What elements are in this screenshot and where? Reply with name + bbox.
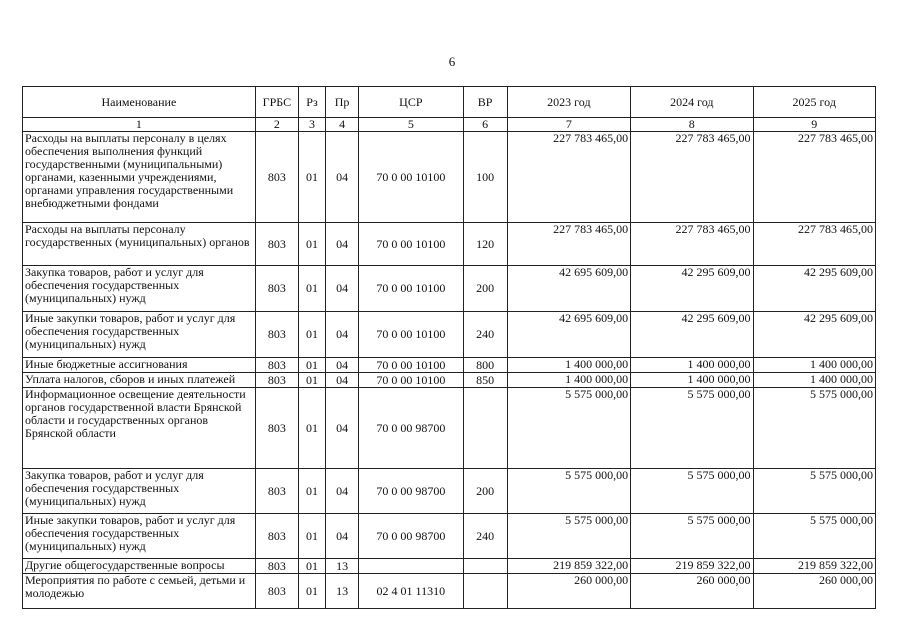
row-rz: 01 [298,312,325,358]
row-amount-2025: 5 575 000,00 [753,514,876,559]
table-row [23,469,876,514]
column-number: 9 [753,118,876,132]
table-row [23,266,876,312]
row-csr: 70 0 00 10100 [359,373,463,388]
header-2023: 2023 год [507,87,630,118]
row-amount-2024: 5 575 000,00 [631,514,753,559]
row-amount-2025: 260 000,00 [753,574,876,609]
row-amount-2025: 1 400 000,00 [753,358,876,373]
row-amount-2023: 227 783 465,00 [507,223,630,266]
row-amount-2024: 227 783 465,00 [631,132,753,223]
row-amount-2023: 1 400 000,00 [507,358,630,373]
row-name: Другие общегосударственные вопросы [23,559,256,574]
column-number: 4 [326,118,359,132]
row-grbs: 803 [255,223,298,266]
header-csr: ЦСР [359,87,463,118]
row-vr: 850 [463,373,507,388]
column-number: 6 [463,118,507,132]
row-name: Иные бюджетные ассигнования [23,358,256,373]
row-pr: 04 [326,358,359,373]
row-rz: 01 [298,266,325,312]
row-rz: 01 [298,559,325,574]
row-amount-2024: 5 575 000,00 [631,469,753,514]
row-rz: 01 [298,358,325,373]
row-rz: 01 [298,373,325,388]
row-csr: 70 0 00 10100 [359,312,463,358]
row-amount-2023: 1 400 000,00 [507,373,630,388]
header-name: Наименование [23,87,256,118]
row-amount-2024: 227 783 465,00 [631,223,753,266]
row-vr [463,574,507,609]
header-grbs: ГРБС [255,87,298,118]
row-amount-2025: 1 400 000,00 [753,373,876,388]
row-pr: 04 [326,266,359,312]
row-grbs: 803 [255,469,298,514]
row-grbs: 803 [255,312,298,358]
row-grbs: 803 [255,559,298,574]
row-amount-2023: 227 783 465,00 [507,132,630,223]
column-number: 2 [255,118,298,132]
row-grbs: 803 [255,132,298,223]
row-name: Расходы на выплаты персоналу в целях обеспечения выполнения функций государственными (муниципальными) органами, казенными учреждениями, органами управления государственными внебюджетными фондами [23,132,256,223]
column-number: 7 [507,118,630,132]
row-vr [463,388,507,469]
row-csr: 70 0 00 10100 [359,223,463,266]
row-pr: 04 [326,388,359,469]
row-grbs: 803 [255,388,298,469]
row-rz: 01 [298,514,325,559]
row-name: Иные закупки товаров, работ и услуг для обеспечения государственных (муниципальных) нужд [23,514,256,559]
column-number: 1 [23,118,256,132]
row-amount-2025: 227 783 465,00 [753,223,876,266]
row-name: Мероприятия по работе с семьей, детьми и молодежью [23,574,256,609]
table-row [23,358,876,373]
row-csr: 02 4 01 11310 [359,574,463,609]
row-csr: 70 0 00 10100 [359,358,463,373]
row-vr: 200 [463,266,507,312]
row-amount-2025: 5 575 000,00 [753,388,876,469]
row-rz: 01 [298,469,325,514]
row-amount-2023: 5 575 000,00 [507,469,630,514]
row-name: Иные закупки товаров, работ и услуг для обеспечения государственных (муниципальных) нужд [23,312,256,358]
header-2025: 2025 год [753,87,876,118]
table-row [23,373,876,388]
row-vr: 100 [463,132,507,223]
table-row [23,574,876,609]
row-csr: 70 0 00 98700 [359,469,463,514]
header-row [23,87,876,118]
row-csr: 70 0 00 10100 [359,266,463,312]
row-amount-2023: 5 575 000,00 [507,514,630,559]
row-grbs: 803 [255,373,298,388]
row-name: Расходы на выплаты персоналу государственных (муниципальных) органов [23,223,256,266]
row-vr: 120 [463,223,507,266]
row-name: Уплата налогов, сборов и иных платежей [23,373,256,388]
budget-table [22,86,876,609]
table-row [23,223,876,266]
table-row [23,514,876,559]
row-pr: 04 [326,223,359,266]
row-grbs: 803 [255,574,298,609]
page-number: 6 [448,54,456,69]
row-amount-2024: 1 400 000,00 [631,373,753,388]
row-pr: 04 [326,312,359,358]
column-number: 3 [298,118,325,132]
row-amount-2023: 5 575 000,00 [507,388,630,469]
row-vr: 200 [463,469,507,514]
row-amount-2025: 227 783 465,00 [753,132,876,223]
row-vr: 800 [463,358,507,373]
row-pr: 04 [326,373,359,388]
column-number-row [23,118,876,132]
column-number: 5 [359,118,463,132]
table-row [23,559,876,574]
row-pr: 13 [326,559,359,574]
table-row [23,312,876,358]
row-amount-2023: 219 859 322,00 [507,559,630,574]
row-amount-2025: 42 295 609,00 [753,312,876,358]
row-rz: 01 [298,574,325,609]
row-grbs: 803 [255,266,298,312]
row-amount-2024: 5 575 000,00 [631,388,753,469]
row-amount-2023: 42 695 609,00 [507,312,630,358]
row-amount-2024: 42 295 609,00 [631,266,753,312]
header-rz: Рз [298,87,325,118]
row-name: Закупка товаров, работ и услуг для обеспечения государственных (муниципальных) нужд [23,266,256,312]
header-vr: ВР [463,87,507,118]
row-pr: 13 [326,574,359,609]
table-row [23,132,876,223]
row-amount-2024: 219 859 322,00 [631,559,753,574]
row-csr: 70 0 00 98700 [359,388,463,469]
row-csr [359,559,463,574]
row-rz: 01 [298,388,325,469]
row-rz: 01 [298,223,325,266]
row-csr: 70 0 00 10100 [359,132,463,223]
row-pr: 04 [326,514,359,559]
row-amount-2023: 260 000,00 [507,574,630,609]
row-amount-2025: 219 859 322,00 [753,559,876,574]
row-vr: 240 [463,312,507,358]
row-amount-2025: 5 575 000,00 [753,469,876,514]
row-amount-2024: 1 400 000,00 [631,358,753,373]
header-2024: 2024 год [631,87,753,118]
row-vr: 240 [463,514,507,559]
row-amount-2025: 42 295 609,00 [753,266,876,312]
table-row [23,388,876,469]
row-pr: 04 [326,132,359,223]
row-rz: 01 [298,132,325,223]
row-amount-2023: 42 695 609,00 [507,266,630,312]
row-vr [463,559,507,574]
column-number: 8 [631,118,753,132]
row-amount-2024: 42 295 609,00 [631,312,753,358]
row-name: Закупка товаров, работ и услуг для обеспечения государственных (муниципальных) нужд [23,469,256,514]
header-pr: Пр [326,87,359,118]
row-csr: 70 0 00 98700 [359,514,463,559]
row-pr: 04 [326,469,359,514]
row-grbs: 803 [255,358,298,373]
row-grbs: 803 [255,514,298,559]
row-amount-2024: 260 000,00 [631,574,753,609]
row-name: Информационное освещение деятельности органов государственной власти Брянской области и государственных органов Брянской области [23,388,256,469]
